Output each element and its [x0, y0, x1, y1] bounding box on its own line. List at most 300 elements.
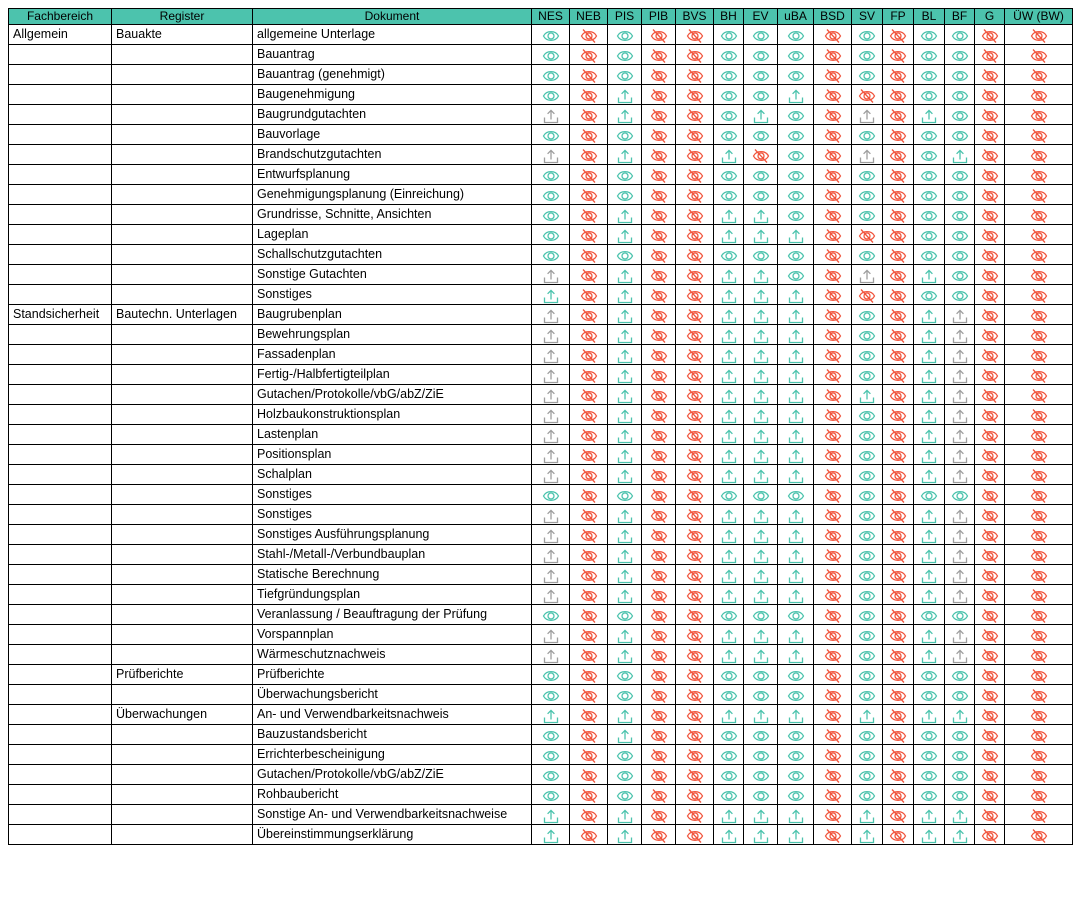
- permission-cell[interactable]: [914, 465, 945, 485]
- permission-cell[interactable]: [883, 385, 914, 405]
- permission-cell[interactable]: [1005, 765, 1073, 785]
- permission-cell[interactable]: [852, 405, 883, 425]
- permission-cell[interactable]: [945, 725, 975, 745]
- permission-cell[interactable]: [570, 165, 608, 185]
- permission-cell[interactable]: [642, 285, 676, 305]
- permission-cell[interactable]: [814, 745, 852, 765]
- permission-cell[interactable]: [570, 185, 608, 205]
- permission-cell[interactable]: [883, 405, 914, 425]
- permission-cell[interactable]: [814, 365, 852, 385]
- permission-cell[interactable]: [570, 625, 608, 645]
- permission-cell[interactable]: [570, 405, 608, 425]
- permission-cell[interactable]: [1005, 685, 1073, 705]
- permission-cell[interactable]: [883, 825, 914, 845]
- permission-cell[interactable]: [975, 745, 1005, 765]
- permission-cell[interactable]: [778, 625, 814, 645]
- permission-cell[interactable]: [852, 45, 883, 65]
- permission-cell[interactable]: [714, 465, 744, 485]
- permission-cell[interactable]: [975, 85, 1005, 105]
- permission-cell[interactable]: [914, 385, 945, 405]
- permission-cell[interactable]: [945, 665, 975, 685]
- permission-cell[interactable]: [914, 225, 945, 245]
- permission-cell[interactable]: [642, 645, 676, 665]
- permission-cell[interactable]: [532, 385, 570, 405]
- permission-cell[interactable]: [914, 185, 945, 205]
- permission-cell[interactable]: [570, 285, 608, 305]
- permission-cell[interactable]: [975, 525, 1005, 545]
- permission-cell[interactable]: [975, 125, 1005, 145]
- permission-cell[interactable]: [676, 645, 714, 665]
- permission-cell[interactable]: [570, 425, 608, 445]
- permission-cell[interactable]: [778, 65, 814, 85]
- permission-cell[interactable]: [570, 745, 608, 765]
- permission-cell[interactable]: [608, 165, 642, 185]
- permission-cell[interactable]: [945, 85, 975, 105]
- permission-cell[interactable]: [814, 605, 852, 625]
- permission-cell[interactable]: [642, 185, 676, 205]
- permission-cell[interactable]: [744, 185, 778, 205]
- permission-cell[interactable]: [1005, 345, 1073, 365]
- permission-cell[interactable]: [883, 805, 914, 825]
- permission-cell[interactable]: [814, 545, 852, 565]
- permission-cell[interactable]: [975, 705, 1005, 725]
- permission-cell[interactable]: [814, 645, 852, 665]
- permission-cell[interactable]: [945, 425, 975, 445]
- permission-cell[interactable]: [814, 345, 852, 365]
- permission-cell[interactable]: [676, 65, 714, 85]
- permission-cell[interactable]: [778, 305, 814, 325]
- permission-cell[interactable]: [778, 485, 814, 505]
- permission-cell[interactable]: [852, 745, 883, 765]
- permission-cell[interactable]: [975, 685, 1005, 705]
- permission-cell[interactable]: [778, 705, 814, 725]
- permission-cell[interactable]: [570, 645, 608, 665]
- permission-cell[interactable]: [945, 125, 975, 145]
- permission-cell[interactable]: [945, 705, 975, 725]
- permission-cell[interactable]: [852, 145, 883, 165]
- permission-cell[interactable]: [676, 185, 714, 205]
- permission-cell[interactable]: [1005, 585, 1073, 605]
- permission-cell[interactable]: [945, 245, 975, 265]
- permission-cell[interactable]: [642, 765, 676, 785]
- permission-cell[interactable]: [714, 605, 744, 625]
- permission-cell[interactable]: [676, 605, 714, 625]
- permission-cell[interactable]: [883, 645, 914, 665]
- permission-cell[interactable]: [1005, 305, 1073, 325]
- permission-cell[interactable]: [676, 705, 714, 725]
- permission-cell[interactable]: [945, 545, 975, 565]
- permission-cell[interactable]: [714, 485, 744, 505]
- permission-cell[interactable]: [883, 465, 914, 485]
- permission-cell[interactable]: [608, 585, 642, 605]
- permission-cell[interactable]: [532, 445, 570, 465]
- permission-cell[interactable]: [914, 705, 945, 725]
- permission-cell[interactable]: [642, 385, 676, 405]
- permission-cell[interactable]: [975, 405, 1005, 425]
- permission-cell[interactable]: [714, 285, 744, 305]
- permission-cell[interactable]: [852, 305, 883, 325]
- permission-cell[interactable]: [714, 545, 744, 565]
- permission-cell[interactable]: [778, 505, 814, 525]
- permission-cell[interactable]: [852, 485, 883, 505]
- permission-cell[interactable]: [914, 545, 945, 565]
- permission-cell[interactable]: [914, 425, 945, 445]
- permission-cell[interactable]: [744, 365, 778, 385]
- permission-cell[interactable]: [570, 445, 608, 465]
- permission-cell[interactable]: [744, 205, 778, 225]
- permission-cell[interactable]: [914, 205, 945, 225]
- permission-cell[interactable]: [744, 65, 778, 85]
- permission-cell[interactable]: [945, 225, 975, 245]
- permission-cell[interactable]: [570, 485, 608, 505]
- permission-cell[interactable]: [975, 645, 1005, 665]
- permission-cell[interactable]: [914, 165, 945, 185]
- permission-cell[interactable]: [1005, 325, 1073, 345]
- permission-cell[interactable]: [914, 785, 945, 805]
- permission-cell[interactable]: [714, 425, 744, 445]
- permission-cell[interactable]: [883, 245, 914, 265]
- permission-cell[interactable]: [814, 245, 852, 265]
- permission-cell[interactable]: [945, 305, 975, 325]
- permission-cell[interactable]: [676, 485, 714, 505]
- permission-cell[interactable]: [814, 625, 852, 645]
- permission-cell[interactable]: [814, 85, 852, 105]
- permission-cell[interactable]: [914, 305, 945, 325]
- permission-cell[interactable]: [714, 65, 744, 85]
- permission-cell[interactable]: [883, 25, 914, 45]
- permission-cell[interactable]: [1005, 385, 1073, 405]
- permission-cell[interactable]: [852, 825, 883, 845]
- permission-cell[interactable]: [778, 565, 814, 585]
- permission-cell[interactable]: [778, 425, 814, 445]
- permission-cell[interactable]: [914, 765, 945, 785]
- permission-cell[interactable]: [975, 565, 1005, 585]
- permission-cell[interactable]: [778, 745, 814, 765]
- permission-cell[interactable]: [642, 225, 676, 245]
- permission-cell[interactable]: [570, 265, 608, 285]
- permission-cell[interactable]: [744, 605, 778, 625]
- permission-cell[interactable]: [883, 145, 914, 165]
- permission-cell[interactable]: [744, 305, 778, 325]
- permission-cell[interactable]: [608, 245, 642, 265]
- permission-cell[interactable]: [744, 405, 778, 425]
- permission-cell[interactable]: [1005, 825, 1073, 845]
- permission-cell[interactable]: [945, 65, 975, 85]
- permission-cell[interactable]: [883, 425, 914, 445]
- permission-cell[interactable]: [570, 465, 608, 485]
- permission-cell[interactable]: [642, 45, 676, 65]
- permission-cell[interactable]: [975, 45, 1005, 65]
- permission-cell[interactable]: [714, 345, 744, 365]
- permission-cell[interactable]: [642, 405, 676, 425]
- permission-cell[interactable]: [744, 485, 778, 505]
- permission-cell[interactable]: [778, 105, 814, 125]
- permission-cell[interactable]: [714, 265, 744, 285]
- permission-cell[interactable]: [852, 725, 883, 745]
- permission-cell[interactable]: [608, 85, 642, 105]
- permission-cell[interactable]: [883, 265, 914, 285]
- permission-cell[interactable]: [975, 665, 1005, 685]
- permission-cell[interactable]: [532, 285, 570, 305]
- permission-cell[interactable]: [676, 425, 714, 445]
- permission-cell[interactable]: [852, 425, 883, 445]
- permission-cell[interactable]: [975, 605, 1005, 625]
- permission-cell[interactable]: [975, 545, 1005, 565]
- permission-cell[interactable]: [778, 665, 814, 685]
- permission-cell[interactable]: [945, 565, 975, 585]
- permission-cell[interactable]: [676, 265, 714, 285]
- permission-cell[interactable]: [570, 825, 608, 845]
- permission-cell[interactable]: [883, 445, 914, 465]
- permission-cell[interactable]: [676, 305, 714, 325]
- permission-cell[interactable]: [814, 165, 852, 185]
- permission-cell[interactable]: [814, 505, 852, 525]
- permission-cell[interactable]: [778, 285, 814, 305]
- permission-cell[interactable]: [570, 345, 608, 365]
- permission-cell[interactable]: [852, 105, 883, 125]
- permission-cell[interactable]: [945, 325, 975, 345]
- permission-cell[interactable]: [608, 365, 642, 385]
- permission-cell[interactable]: [744, 565, 778, 585]
- permission-cell[interactable]: [714, 305, 744, 325]
- permission-cell[interactable]: [676, 765, 714, 785]
- permission-cell[interactable]: [532, 165, 570, 185]
- permission-cell[interactable]: [744, 825, 778, 845]
- permission-cell[interactable]: [744, 785, 778, 805]
- permission-cell[interactable]: [975, 625, 1005, 645]
- permission-cell[interactable]: [778, 645, 814, 665]
- permission-cell[interactable]: [1005, 365, 1073, 385]
- permission-cell[interactable]: [914, 565, 945, 585]
- permission-cell[interactable]: [1005, 425, 1073, 445]
- permission-cell[interactable]: [883, 545, 914, 565]
- permission-cell[interactable]: [714, 365, 744, 385]
- permission-cell[interactable]: [714, 165, 744, 185]
- permission-cell[interactable]: [676, 105, 714, 125]
- permission-cell[interactable]: [814, 725, 852, 745]
- permission-cell[interactable]: [814, 665, 852, 685]
- permission-cell[interactable]: [714, 825, 744, 845]
- permission-cell[interactable]: [676, 745, 714, 765]
- permission-cell[interactable]: [744, 745, 778, 765]
- permission-cell[interactable]: [1005, 205, 1073, 225]
- permission-cell[interactable]: [642, 785, 676, 805]
- permission-cell[interactable]: [814, 385, 852, 405]
- permission-cell[interactable]: [914, 585, 945, 605]
- permission-cell[interactable]: [532, 505, 570, 525]
- permission-cell[interactable]: [642, 305, 676, 325]
- permission-cell[interactable]: [945, 165, 975, 185]
- permission-cell[interactable]: [676, 125, 714, 145]
- permission-cell[interactable]: [608, 765, 642, 785]
- permission-cell[interactable]: [945, 745, 975, 765]
- permission-cell[interactable]: [852, 185, 883, 205]
- permission-cell[interactable]: [744, 705, 778, 725]
- permission-cell[interactable]: [642, 365, 676, 385]
- permission-cell[interactable]: [570, 665, 608, 685]
- permission-cell[interactable]: [883, 105, 914, 125]
- permission-cell[interactable]: [676, 465, 714, 485]
- permission-cell[interactable]: [1005, 225, 1073, 245]
- permission-cell[interactable]: [714, 705, 744, 725]
- permission-cell[interactable]: [778, 225, 814, 245]
- permission-cell[interactable]: [642, 545, 676, 565]
- permission-cell[interactable]: [1005, 125, 1073, 145]
- permission-cell[interactable]: [975, 465, 1005, 485]
- permission-cell[interactable]: [883, 505, 914, 525]
- permission-cell[interactable]: [945, 345, 975, 365]
- permission-cell[interactable]: [642, 445, 676, 465]
- permission-cell[interactable]: [532, 105, 570, 125]
- permission-cell[interactable]: [714, 225, 744, 245]
- permission-cell[interactable]: [744, 345, 778, 365]
- permission-cell[interactable]: [814, 285, 852, 305]
- permission-cell[interactable]: [642, 585, 676, 605]
- permission-cell[interactable]: [778, 125, 814, 145]
- permission-cell[interactable]: [532, 225, 570, 245]
- permission-cell[interactable]: [883, 125, 914, 145]
- permission-cell[interactable]: [1005, 65, 1073, 85]
- permission-cell[interactable]: [945, 525, 975, 545]
- permission-cell[interactable]: [608, 325, 642, 345]
- permission-cell[interactable]: [1005, 25, 1073, 45]
- permission-cell[interactable]: [570, 45, 608, 65]
- permission-cell[interactable]: [852, 525, 883, 545]
- permission-cell[interactable]: [883, 565, 914, 585]
- permission-cell[interactable]: [608, 145, 642, 165]
- permission-cell[interactable]: [814, 425, 852, 445]
- permission-cell[interactable]: [714, 505, 744, 525]
- permission-cell[interactable]: [532, 765, 570, 785]
- permission-cell[interactable]: [914, 625, 945, 645]
- permission-cell[interactable]: [570, 605, 608, 625]
- permission-cell[interactable]: [642, 165, 676, 185]
- permission-cell[interactable]: [642, 805, 676, 825]
- permission-cell[interactable]: [945, 505, 975, 525]
- permission-cell[interactable]: [676, 725, 714, 745]
- permission-cell[interactable]: [532, 305, 570, 325]
- permission-cell[interactable]: [914, 605, 945, 625]
- permission-cell[interactable]: [852, 65, 883, 85]
- permission-cell[interactable]: [532, 145, 570, 165]
- permission-cell[interactable]: [883, 225, 914, 245]
- permission-cell[interactable]: [608, 405, 642, 425]
- permission-cell[interactable]: [852, 265, 883, 285]
- permission-cell[interactable]: [914, 505, 945, 525]
- permission-cell[interactable]: [608, 745, 642, 765]
- permission-cell[interactable]: [570, 585, 608, 605]
- permission-cell[interactable]: [852, 505, 883, 525]
- permission-cell[interactable]: [676, 445, 714, 465]
- permission-cell[interactable]: [570, 545, 608, 565]
- permission-cell[interactable]: [1005, 705, 1073, 725]
- permission-cell[interactable]: [608, 45, 642, 65]
- permission-cell[interactable]: [852, 625, 883, 645]
- permission-cell[interactable]: [778, 825, 814, 845]
- permission-cell[interactable]: [744, 25, 778, 45]
- permission-cell[interactable]: [883, 725, 914, 745]
- permission-cell[interactable]: [744, 805, 778, 825]
- permission-cell[interactable]: [778, 145, 814, 165]
- permission-cell[interactable]: [532, 585, 570, 605]
- permission-cell[interactable]: [975, 385, 1005, 405]
- permission-cell[interactable]: [945, 105, 975, 125]
- permission-cell[interactable]: [883, 665, 914, 685]
- permission-cell[interactable]: [676, 85, 714, 105]
- permission-cell[interactable]: [852, 585, 883, 605]
- permission-cell[interactable]: [744, 165, 778, 185]
- permission-cell[interactable]: [714, 805, 744, 825]
- permission-cell[interactable]: [570, 725, 608, 745]
- permission-cell[interactable]: [883, 165, 914, 185]
- permission-cell[interactable]: [914, 405, 945, 425]
- permission-cell[interactable]: [778, 405, 814, 425]
- permission-cell[interactable]: [883, 305, 914, 325]
- permission-cell[interactable]: [744, 285, 778, 305]
- permission-cell[interactable]: [642, 25, 676, 45]
- permission-cell[interactable]: [975, 785, 1005, 805]
- permission-cell[interactable]: [852, 205, 883, 225]
- permission-cell[interactable]: [532, 265, 570, 285]
- permission-cell[interactable]: [883, 785, 914, 805]
- permission-cell[interactable]: [975, 105, 1005, 125]
- permission-cell[interactable]: [975, 65, 1005, 85]
- permission-cell[interactable]: [532, 405, 570, 425]
- permission-cell[interactable]: [642, 425, 676, 445]
- permission-cell[interactable]: [814, 125, 852, 145]
- permission-cell[interactable]: [676, 525, 714, 545]
- permission-cell[interactable]: [532, 65, 570, 85]
- permission-cell[interactable]: [883, 45, 914, 65]
- permission-cell[interactable]: [914, 825, 945, 845]
- permission-cell[interactable]: [778, 785, 814, 805]
- permission-cell[interactable]: [852, 605, 883, 625]
- permission-cell[interactable]: [532, 365, 570, 385]
- permission-cell[interactable]: [744, 325, 778, 345]
- permission-cell[interactable]: [642, 705, 676, 725]
- permission-cell[interactable]: [570, 325, 608, 345]
- permission-cell[interactable]: [608, 565, 642, 585]
- permission-cell[interactable]: [883, 625, 914, 645]
- permission-cell[interactable]: [945, 765, 975, 785]
- permission-cell[interactable]: [814, 445, 852, 465]
- permission-cell[interactable]: [570, 305, 608, 325]
- permission-cell[interactable]: [814, 225, 852, 245]
- permission-cell[interactable]: [744, 685, 778, 705]
- permission-cell[interactable]: [714, 745, 744, 765]
- permission-cell[interactable]: [945, 25, 975, 45]
- permission-cell[interactable]: [676, 225, 714, 245]
- permission-cell[interactable]: [883, 325, 914, 345]
- permission-cell[interactable]: [975, 305, 1005, 325]
- permission-cell[interactable]: [714, 245, 744, 265]
- permission-cell[interactable]: [778, 45, 814, 65]
- permission-cell[interactable]: [744, 85, 778, 105]
- permission-cell[interactable]: [814, 185, 852, 205]
- permission-cell[interactable]: [676, 565, 714, 585]
- permission-cell[interactable]: [744, 105, 778, 125]
- permission-cell[interactable]: [714, 665, 744, 685]
- permission-cell[interactable]: [642, 85, 676, 105]
- permission-cell[interactable]: [608, 445, 642, 465]
- permission-cell[interactable]: [883, 285, 914, 305]
- permission-cell[interactable]: [975, 225, 1005, 245]
- permission-cell[interactable]: [642, 565, 676, 585]
- permission-cell[interactable]: [676, 165, 714, 185]
- permission-cell[interactable]: [714, 385, 744, 405]
- permission-cell[interactable]: [642, 825, 676, 845]
- permission-cell[interactable]: [914, 365, 945, 385]
